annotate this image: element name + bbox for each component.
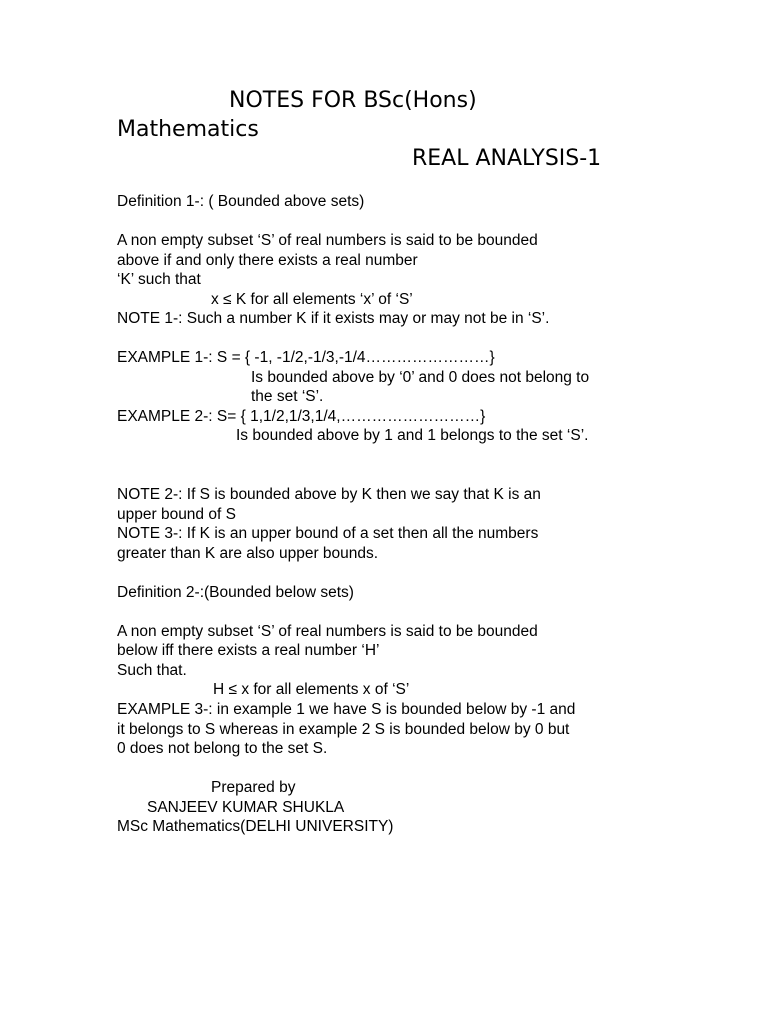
- example-3: 0 does not belong to the set S.: [117, 740, 328, 757]
- title-line-1: NOTES FOR BSc(Hons): [229, 88, 477, 113]
- title-line-2: Mathematics: [117, 117, 259, 142]
- definition-1-text: A non empty subset ‘S’ of real numbers is said to be bounded: [117, 232, 538, 249]
- note-3: greater than K are also upper bounds.: [117, 545, 379, 562]
- example-1-explanation: Is bounded above by ‘0’ and 0 does not belong to: [251, 369, 590, 386]
- author-name: SANJEEV KUMAR SHUKLA: [147, 799, 345, 816]
- definition-1-heading: Definition 1-: ( Bounded above sets): [117, 193, 365, 210]
- note-2: upper bound of S: [117, 506, 236, 523]
- definition-1-text: ‘K’ such that: [117, 271, 201, 288]
- definition-1-text: above if and only there exists a real number: [117, 252, 418, 269]
- example-3: EXAMPLE 3-: in example 1 we have S is bounded below by -1 and: [117, 701, 576, 718]
- example-2: EXAMPLE 2-: S= { 1,1/2,1/3,1/4,………………………}: [117, 408, 486, 425]
- title-line-3: REAL ANALYSIS-1: [412, 146, 602, 171]
- note-1: NOTE 1-: Such a number K if it exists may or may not be in ‘S’.: [117, 310, 550, 327]
- example-2-explanation: Is bounded above by 1 and 1 belongs to the set ‘S’.: [236, 427, 589, 444]
- example-1-explanation: the set ‘S’.: [251, 388, 324, 405]
- note-3: NOTE 3-: If K is an upper bound of a set then all the numbers: [117, 525, 539, 542]
- definition-2-text: Such that.: [117, 662, 187, 679]
- note-2: NOTE 2-: If S is bounded above by K then we say that K is an: [117, 486, 541, 503]
- author-degree: MSc Mathematics(DELHI UNIVERSITY): [117, 818, 394, 835]
- example-3: it belongs to S whereas in example 2 S is bounded below by 0 but: [117, 721, 570, 738]
- definition-1-condition: x ≤ K for all elements ‘x’ of ‘S’: [211, 291, 413, 308]
- definition-2-text: below iff there exists a real number ‘H’: [117, 642, 380, 659]
- example-1: EXAMPLE 1-: S = { -1, -1/2,-1/3,-1/4……………………}: [117, 349, 495, 366]
- definition-2-heading: Definition 2-:(Bounded below sets): [117, 584, 354, 601]
- definition-2-text: A non empty subset ‘S’ of real numbers is said to be bounded: [117, 623, 538, 640]
- prepared-by-label: Prepared by: [211, 779, 296, 796]
- definition-2-condition: H ≤ x for all elements x of ‘S’: [213, 681, 410, 698]
